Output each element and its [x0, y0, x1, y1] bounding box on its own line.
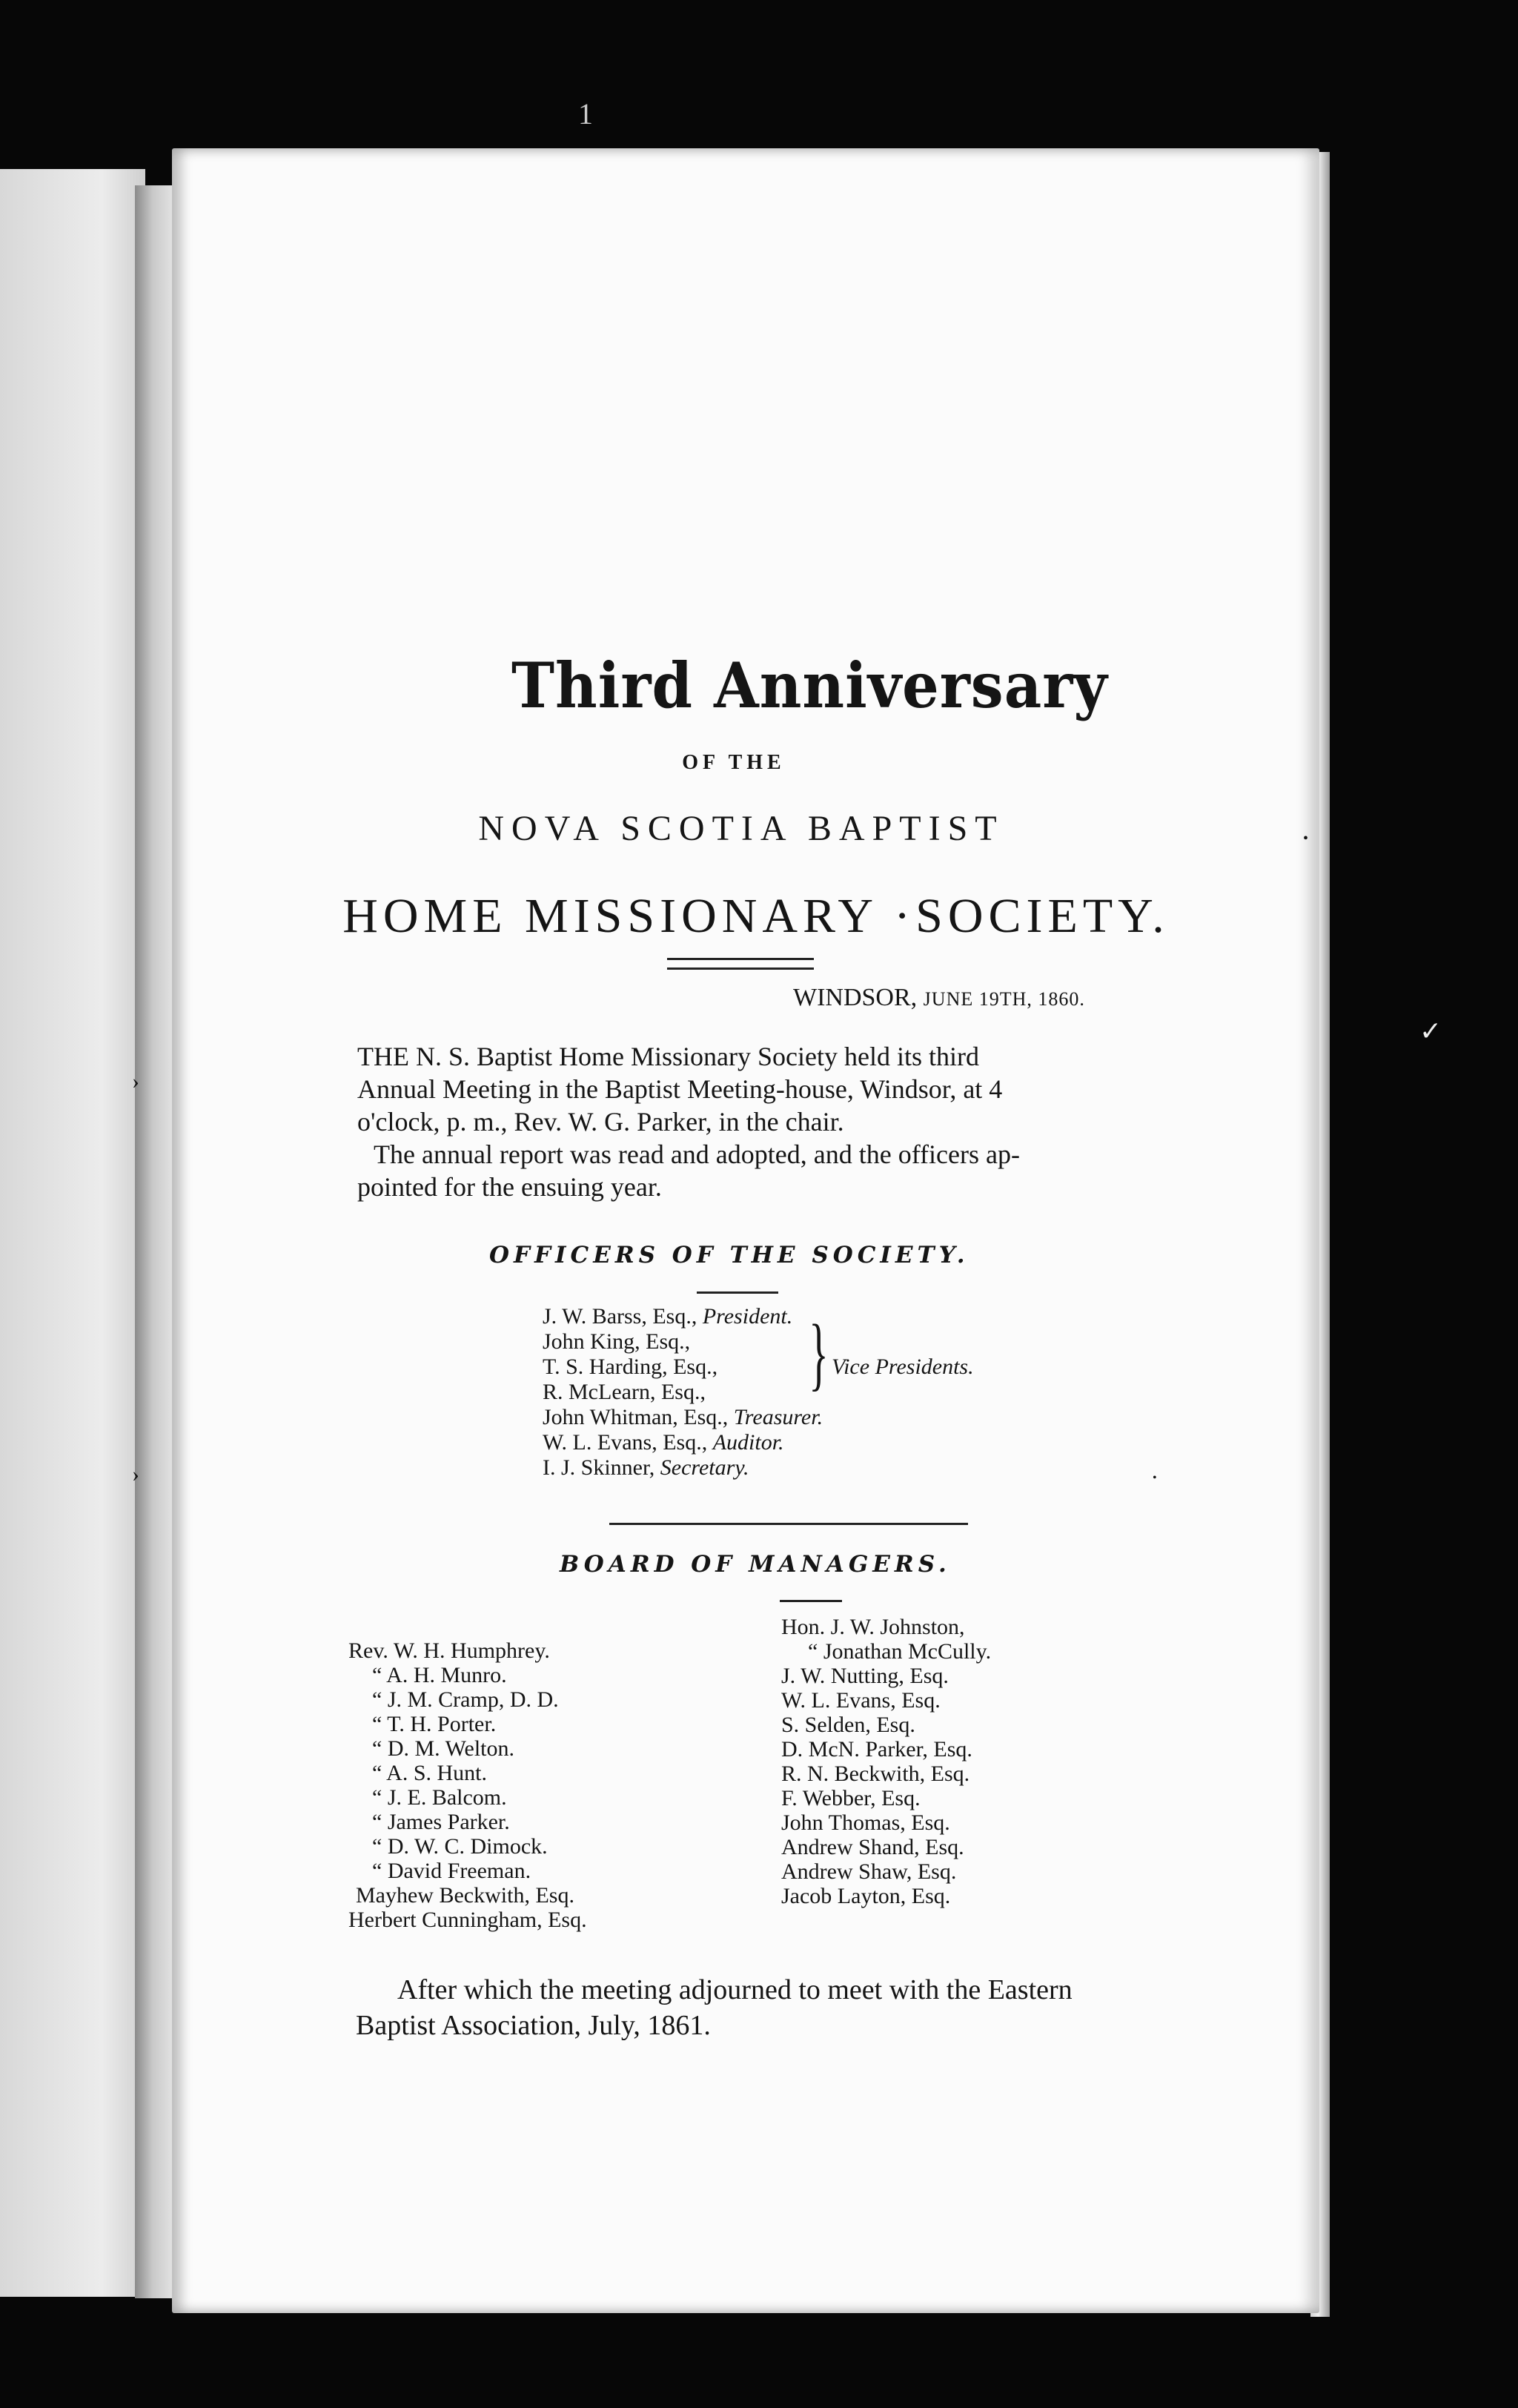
paragraph-line: pointed for the ensuing year.: [357, 1172, 662, 1202]
officer-auditor: [543, 1431, 784, 1455]
paragraph-line: Annual Meeting in the Baptist Meeting-house, Windsor, at 4: [357, 1074, 1003, 1104]
paragraph-line: Baptist Association, July, 1861.: [356, 2010, 711, 2041]
manager-name: Andrew Shaw, Esq.: [781, 1859, 957, 1884]
report-paragraph: [357, 1138, 1217, 1203]
manager-name: “ J. E. Balcom.: [372, 1785, 507, 1810]
board-heading: BOARD OF MANAGERS.: [560, 1551, 951, 1578]
officer-name: J. W. Barss, Esq.,: [543, 1304, 697, 1329]
paragraph-line: The annual report was read and adopted, and the officers ap-: [374, 1140, 1020, 1169]
scan-speck: ✓: [1419, 1016, 1442, 1046]
manager-name: “ A. H. Munro.: [372, 1663, 507, 1687]
manager-name: “ D. M. Welton.: [372, 1736, 515, 1761]
vice-president-name: T. S. Harding, Esq.,: [543, 1354, 718, 1379]
board-heading-rule: [780, 1600, 842, 1602]
officer-name: John Whitman, Esq.,: [543, 1405, 729, 1429]
manager-name: “ James Parker.: [372, 1810, 510, 1834]
manager-name: “ T. H. Porter.: [372, 1712, 497, 1736]
section-divider-rule: [609, 1523, 968, 1525]
heading-double-rule: [667, 958, 814, 970]
intro-paragraph: [357, 1040, 1217, 1138]
manager-name: R. N. Beckwith, Esq.: [781, 1762, 970, 1786]
officer-treasurer: [543, 1406, 823, 1429]
officer-president: [543, 1305, 792, 1329]
officer-secretary: [543, 1456, 749, 1480]
officer-role: Auditor.: [712, 1430, 784, 1455]
manager-name: “ D. W. C. Dimock.: [372, 1834, 548, 1859]
organization-name-line1: NOVA SCOTIA BAPTIST: [478, 809, 1004, 848]
vice-president-name: John King, Esq.,: [543, 1329, 691, 1354]
manager-name: J. W. Nutting, Esq.: [781, 1664, 949, 1688]
officer-role: President.: [702, 1304, 793, 1329]
vice-president-name: R. McLearn, Esq.,: [543, 1380, 706, 1404]
dateline-date: JUNE 19TH, 1860.: [923, 988, 1085, 1010]
officer-role: Secretary.: [660, 1455, 749, 1480]
page-number: 1: [578, 97, 593, 130]
left-page-edge: [0, 169, 145, 2297]
vice-presidents-brace: }: [809, 1308, 829, 1398]
manager-name: Jacob Layton, Esq.: [781, 1884, 951, 1908]
manager-name: Rev. W. H. Humphrey.: [348, 1638, 550, 1663]
manager-name: “ Jonathan McCully.: [808, 1639, 992, 1664]
manager-name: “ A. S. Hunt.: [372, 1761, 488, 1785]
page-tick-mark: ›: [132, 1462, 139, 1486]
paragraph-line: THE N. S. Baptist Home Missionary Society held its third: [357, 1042, 979, 1071]
manager-name: Herbert Cunningham, Esq.: [348, 1908, 587, 1932]
board-right-column: [781, 1615, 991, 1908]
manager-name: Andrew Shand, Esq.: [781, 1835, 964, 1859]
manager-name: John Thomas, Esq.: [781, 1810, 950, 1835]
officer-role: Treasurer.: [733, 1405, 823, 1429]
title-connector: OF THE: [682, 751, 786, 774]
dateline: [793, 984, 1085, 1012]
manager-name: “ David Freeman.: [372, 1859, 531, 1883]
manager-name: S. Selden, Esq.: [781, 1713, 915, 1737]
officers-heading-rule: [697, 1291, 778, 1294]
officer-name: I. J. Skinner,: [543, 1455, 655, 1480]
officer-role: Vice Presidents.: [832, 1354, 974, 1379]
officer-name: W. L. Evans, Esq.,: [543, 1430, 708, 1455]
manager-name: “ J. M. Cramp, D. D.: [372, 1687, 559, 1712]
dateline-place: WINDSOR,: [793, 984, 918, 1011]
manager-name: F. Webber, Esq.: [781, 1786, 921, 1810]
manager-name: Hon. J. W. Johnston,: [781, 1615, 965, 1639]
paragraph-line: After which the meeting adjourned to meet with the Eastern: [397, 1974, 1073, 2005]
document-title: Third Anniversary: [511, 649, 1108, 723]
page-tick-mark: ›: [132, 1069, 139, 1094]
scan-speck: •: [1153, 1472, 1157, 1484]
manager-name: D. McN. Parker, Esq.: [781, 1737, 972, 1762]
closing-paragraph: [356, 1972, 1073, 2043]
board-left-column: [348, 1638, 587, 1932]
officers-heading: OFFICERS OF THE SOCIETY.: [489, 1242, 970, 1268]
paragraph-line: o'clock, p. m., Rev. W. G. Parker, in the chair.: [357, 1107, 844, 1137]
organization-name-line2: HOME MISSIONARY ·SOCIETY.: [342, 889, 1170, 943]
scan-speck: •: [1303, 830, 1309, 847]
manager-name: W. L. Evans, Esq.: [781, 1688, 941, 1713]
vice-presidents-role: [832, 1355, 974, 1379]
manager-name: Mayhew Beckwith, Esq.: [356, 1883, 574, 1908]
